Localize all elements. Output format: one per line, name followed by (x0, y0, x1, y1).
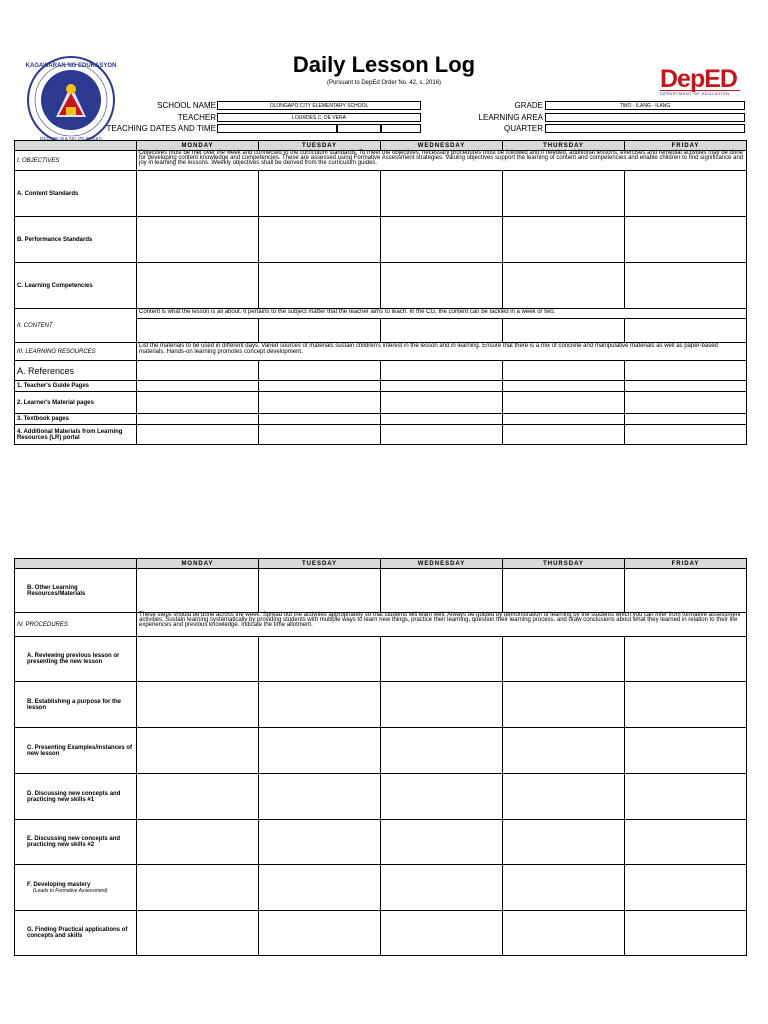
entry-cell[interactable] (137, 911, 259, 956)
procedure-d-label: D. Discussing new concepts and practicing new skills #1 (15, 774, 137, 820)
entry-cell[interactable] (625, 414, 747, 425)
page-title: Daily Lesson Log (292, 52, 476, 77)
references-heading: A. References (15, 361, 137, 381)
entry-cell[interactable] (625, 171, 747, 217)
entry-cell[interactable] (503, 217, 625, 263)
entry-cell[interactable] (259, 319, 381, 343)
deped-logo: DepED DEPARTMENT OF EDUCATION (660, 66, 740, 100)
procedure-a-label: A. Reviewing previous lesson or presenting the new lesson (15, 637, 137, 682)
table-row (15, 392, 747, 414)
entry-cell[interactable] (381, 728, 503, 774)
ref-lr-portal-label: 4. Additional Materials from Learning Resources (LR) portal (15, 425, 137, 445)
grade-label: GRADE (514, 101, 543, 110)
entry-cell[interactable] (137, 319, 259, 343)
table-row (15, 569, 747, 613)
resources-note: List the materials to be used in different days. Varied sources of materials sustain children's interest in the lesson and in learning. Ensure that there is a mix of concrete and manipulative materials as well as paper-based materials. Hands-on learning promotes concept development. (137, 343, 747, 361)
entry-cell[interactable] (625, 774, 747, 820)
page-subtitle: (Pursuant to DepEd Order No. 42, s. 2016) (326, 80, 442, 86)
grade-value: TWO - ILANG - ILANG (545, 101, 745, 110)
table-row (15, 425, 747, 445)
day-header-row (15, 141, 747, 151)
dates-label: TEACHING DATES AND TIME (106, 124, 216, 133)
entry-cell[interactable] (137, 774, 259, 820)
entry-cell[interactable] (259, 263, 381, 309)
entry-cell[interactable] (259, 392, 381, 414)
entry-cell[interactable] (503, 865, 625, 911)
dates-cell-1 (217, 124, 337, 133)
entry-cell[interactable] (625, 728, 747, 774)
entry-cell[interactable] (625, 319, 747, 343)
day-friday: FRIDAY (625, 141, 747, 151)
objectives-row (15, 151, 747, 171)
day-wednesday: WEDNESDAY (381, 141, 503, 151)
entry-cell[interactable] (137, 865, 259, 911)
ref-textbook-label: 3. Textbook pages (15, 414, 137, 425)
objectives-heading: I. OBJECTIVES (15, 151, 137, 171)
learning-area-value (545, 113, 745, 122)
teacher-label: TEACHER (177, 113, 216, 122)
entry-cell[interactable] (381, 381, 503, 392)
school-name-label: SCHOOL NAME (157, 101, 216, 110)
entry-cell[interactable] (259, 774, 381, 820)
entry-cell[interactable] (625, 425, 747, 445)
day-tuesday: TUESDAY (259, 559, 381, 569)
entry-cell[interactable] (625, 263, 747, 309)
day-tuesday: TUESDAY (259, 141, 381, 151)
entry-cell[interactable] (625, 392, 747, 414)
resources-row (15, 343, 747, 361)
entry-cell[interactable] (503, 682, 625, 728)
objectives-note: Objectives must be met over the week and connected to the curriculum standards. To meet the objectives, necessary procedures must be followed and if needed, additional lessons, exercises and remedial activities may be done for developing content knowledge and competencies. These are assessed using Formative Assessment strategies. Valuing objectives support the learning of content and competencies and enable children to find significance and joy in learning the lessons. Weekly objectives shall be derived from the curriculum guides. (137, 151, 747, 171)
ref-teachers-guide-label: 1. Teacher's Guide Pages (15, 381, 137, 392)
entry-cell[interactable] (503, 820, 625, 865)
table-row (15, 414, 747, 425)
procedures-row (15, 613, 747, 637)
entry-cell[interactable] (503, 414, 625, 425)
entry-cell[interactable] (381, 361, 503, 381)
lesson-log-table-2 (14, 558, 747, 956)
entry-cell[interactable] (503, 911, 625, 956)
quarter-label: QUARTER (504, 124, 543, 133)
performance-standards-label: B. Performance Standards (15, 217, 137, 263)
entry-cell[interactable] (381, 392, 503, 414)
procedure-e-label: E. Discussing new concepts and practicing new skills #2 (15, 820, 137, 865)
entry-cell[interactable] (503, 171, 625, 217)
procedures-heading: IV. PROCEDURES (15, 613, 137, 637)
entry-cell[interactable] (137, 392, 259, 414)
table-row (15, 171, 747, 217)
entry-cell[interactable] (137, 569, 259, 613)
procedure-f-label: F. Developing mastery (27, 881, 91, 888)
entry-cell[interactable] (259, 425, 381, 445)
entry-cell[interactable] (137, 381, 259, 392)
table-row (15, 820, 747, 865)
entry-cell[interactable] (625, 361, 747, 381)
entry-cell[interactable] (503, 381, 625, 392)
table-row (15, 381, 747, 392)
entry-cell[interactable] (381, 774, 503, 820)
day-monday: MONDAY (137, 141, 259, 151)
entry-cell[interactable] (137, 217, 259, 263)
entry-cell[interactable] (503, 392, 625, 414)
entry-cell[interactable] (625, 820, 747, 865)
entry-cell[interactable] (137, 425, 259, 445)
procedure-c-label: C. Presenting Examples/instances of new lesson (15, 728, 137, 774)
entry-cell[interactable] (503, 425, 625, 445)
table-row (15, 728, 747, 774)
entry-cell[interactable] (137, 414, 259, 425)
entry-cell[interactable] (381, 637, 503, 682)
ref-learners-material-label: 2. Learner's Material pages (15, 392, 137, 414)
procedure-f-cell (15, 865, 137, 911)
entry-cell[interactable] (259, 865, 381, 911)
entry-cell[interactable] (259, 682, 381, 728)
entry-cell[interactable] (503, 637, 625, 682)
school-name-value: OLONGAPO CITY ELEMENTARY SCHOOL (217, 101, 421, 110)
entry-cell[interactable] (503, 319, 625, 343)
lesson-log-table-1 (14, 140, 747, 445)
teacher-value: LOURDES C. DE VERA (217, 113, 421, 122)
table-row (15, 263, 747, 309)
entry-cell[interactable] (503, 361, 625, 381)
day-thursday: THURSDAY (503, 141, 625, 151)
entry-cell[interactable] (381, 414, 503, 425)
table-row (15, 865, 747, 911)
procedure-b-label: B. Establishing a purpose for the lesson (15, 682, 137, 728)
entry-cell[interactable] (381, 911, 503, 956)
entry-cell[interactable] (259, 637, 381, 682)
entry-cell[interactable] (625, 637, 747, 682)
entry-cell[interactable] (381, 820, 503, 865)
learning-competencies-label: C. Learning Competencies (15, 263, 137, 309)
day-thursday: THURSDAY (503, 559, 625, 569)
day-wednesday: WEDNESDAY (381, 559, 503, 569)
deped-logo-sub: DEPARTMENT OF EDUCATION (660, 90, 740, 96)
content-note-row (15, 309, 747, 319)
svg-text:KAGAWARAN NG EDUKASYON: KAGAWARAN NG EDUKASYON (26, 63, 116, 69)
entry-cell[interactable] (137, 728, 259, 774)
procedure-f-sub: (Leads to Formative Assessment) (33, 887, 108, 894)
entry-cell[interactable] (625, 911, 747, 956)
entry-cell[interactable] (259, 414, 381, 425)
entry-cell[interactable] (259, 217, 381, 263)
corner-cell (15, 141, 137, 151)
entry-cell[interactable] (381, 682, 503, 728)
entry-cell[interactable] (381, 171, 503, 217)
table-row (15, 682, 747, 728)
entry-cell[interactable] (381, 865, 503, 911)
entry-cell[interactable] (381, 263, 503, 309)
entry-cell[interactable] (625, 865, 747, 911)
content-note: Content is what the lesson is all about. It pertains to the subject matter that the teacher aims to teach. In the CG, the content can be tackled in a week or two. (137, 309, 747, 319)
day-header-row (15, 559, 747, 569)
entry-cell[interactable] (259, 728, 381, 774)
entry-cell[interactable] (259, 569, 381, 613)
entry-cell[interactable] (137, 263, 259, 309)
table-row (15, 217, 747, 263)
entry-cell[interactable] (259, 361, 381, 381)
entry-cell[interactable] (137, 682, 259, 728)
table-row (15, 361, 747, 381)
entry-cell[interactable] (259, 381, 381, 392)
entry-cell[interactable] (503, 569, 625, 613)
entry-cell[interactable] (381, 425, 503, 445)
entry-cell[interactable] (381, 217, 503, 263)
table-row (15, 911, 747, 956)
table-row (15, 637, 747, 682)
other-resources-label: B. Other Learning Resources/Materials (15, 569, 137, 613)
entry-cell[interactable] (137, 171, 259, 217)
entry-cell[interactable] (625, 569, 747, 613)
day-monday: MONDAY (137, 559, 259, 569)
entry-cell[interactable] (137, 361, 259, 381)
day-friday: FRIDAY (625, 559, 747, 569)
procedure-g-label: G. Finding Practical applications of concepts and skills (15, 911, 137, 956)
entry-cell[interactable] (259, 911, 381, 956)
entry-cell[interactable] (381, 569, 503, 613)
resources-heading: III. LEARNING RESOURCES (15, 343, 137, 361)
quarter-value (545, 124, 745, 133)
entry-cell[interactable] (259, 171, 381, 217)
entry-cell[interactable] (625, 381, 747, 392)
entry-cell[interactable] (503, 263, 625, 309)
entry-cell[interactable] (503, 728, 625, 774)
entry-cell[interactable] (381, 319, 503, 343)
learning-area-label: LEARNING AREA (478, 113, 543, 122)
corner-cell (15, 559, 137, 569)
content-standards-label: A. Content Standards (15, 171, 137, 217)
entry-cell[interactable] (625, 217, 747, 263)
content-heading: II. CONTENT (15, 309, 137, 343)
entry-cell[interactable] (137, 820, 259, 865)
procedures-note: These steps should be done across the week. Spread out the activities appropriately so that students will learn well. Always be guided by demonstration of learning by the students which you can infer from formative assessment activities. Sustain learning systematically by providing students with multiple ways to learn new things, practice their learning, question their learning process, and draw conclusions about what they learned in relation to their life experiences and previous knowledge. Indicate the time allotment. (137, 613, 747, 637)
dates-cell-3 (381, 124, 421, 133)
entry-cell[interactable] (625, 682, 747, 728)
entry-cell[interactable] (503, 774, 625, 820)
entry-cell[interactable] (259, 820, 381, 865)
entry-cell[interactable] (137, 637, 259, 682)
dates-cell-2 (337, 124, 381, 133)
table-row (15, 774, 747, 820)
